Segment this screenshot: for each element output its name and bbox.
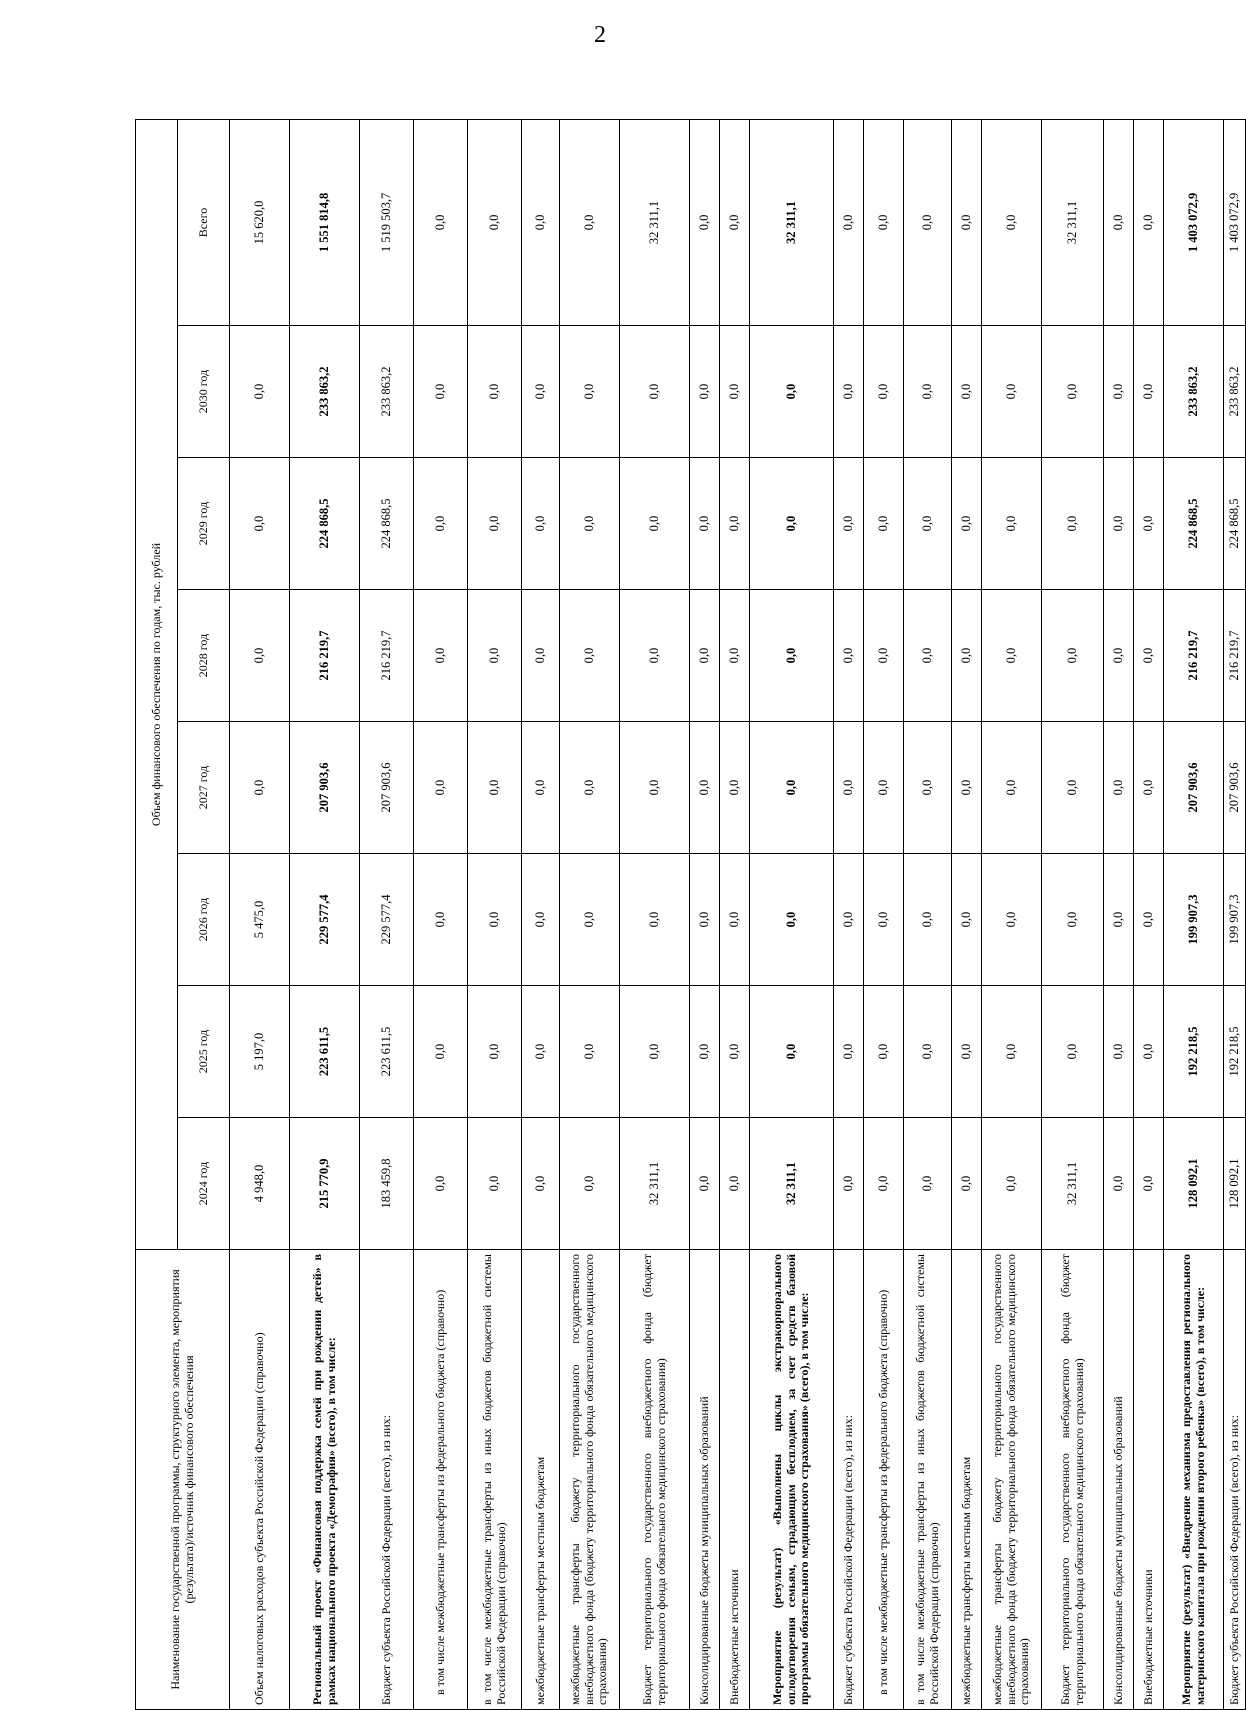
- row-year-value: 5 475,0: [230, 854, 290, 986]
- row-year-value: 215 770,9: [290, 1118, 360, 1250]
- table-row: [1134, 119, 1164, 1709]
- row-year-value: 223 611,5: [290, 986, 360, 1118]
- row-year-value: 0,0: [864, 458, 904, 590]
- row-year-value: 0,0: [952, 326, 982, 458]
- header-year: 2030 год: [178, 326, 230, 458]
- row-label: Бюджет субъекта Российской Федерации (всего), из них:: [360, 1250, 414, 1710]
- row-year-value: 0,0: [414, 326, 468, 458]
- table-row: [1042, 119, 1104, 1709]
- row-label: межбюджетные трансферты местным бюджетам: [952, 1250, 982, 1710]
- row-year-value: 0,0: [864, 854, 904, 986]
- row-year-value: 0,0: [834, 722, 864, 854]
- row-year-value: 4 948,0: [230, 1118, 290, 1250]
- row-year-value: 0,0: [1134, 590, 1164, 722]
- row-label: Объем налоговых расходов субъекта Российской Федерации (справочно): [230, 1250, 290, 1710]
- table-row: [904, 119, 952, 1709]
- funding-table: [135, 119, 1246, 1710]
- row-label: в том числе межбюджетные трансферты из иных бюджетов бюджетной системы Российской Федерации (справочно): [468, 1250, 522, 1710]
- table-row: [690, 119, 720, 1709]
- row-year-value: 0,0: [720, 326, 750, 458]
- table-row: [522, 119, 560, 1709]
- row-year-value: 207 903,6: [1164, 722, 1224, 854]
- row-year-value: 216 219,7: [290, 590, 360, 722]
- row-total-value: 0,0: [720, 119, 750, 325]
- row-year-value: 0,0: [522, 590, 560, 722]
- row-year-value: 223 611,5: [360, 986, 414, 1118]
- row-label: Мероприятие (результат) «Внедрение механизма предоставления регионального материнского капитала при рождении второго ребенка» (всего), в том числе:: [1164, 1250, 1224, 1710]
- row-total-value: 0,0: [904, 119, 952, 325]
- header-total: Всего: [178, 119, 230, 325]
- row-year-value: 0,0: [750, 722, 834, 854]
- row-year-value: 0,0: [982, 458, 1042, 590]
- row-year-value: 192 218,5: [1164, 986, 1224, 1118]
- row-year-value: 0,0: [864, 986, 904, 1118]
- row-total-value: 0,0: [834, 119, 864, 325]
- rotated-table-container: [135, 120, 1242, 1710]
- header-year: 2029 год: [178, 458, 230, 590]
- row-year-value: 0,0: [982, 986, 1042, 1118]
- row-label: Бюджет субъекта Российской Федерации (всего), из них:: [834, 1250, 864, 1710]
- row-year-value: 0,0: [1104, 986, 1134, 1118]
- row-year-value: 0,0: [1134, 854, 1164, 986]
- table-header: [136, 119, 230, 1709]
- row-year-value: 0,0: [1104, 1118, 1134, 1250]
- row-year-value: 0,0: [904, 986, 952, 1118]
- row-year-value: 0,0: [620, 458, 690, 590]
- row-year-value: 0,0: [720, 1118, 750, 1250]
- row-label: в том числе межбюджетные трансферты из федерального бюджета (справочно): [414, 1250, 468, 1710]
- row-year-value: 0,0: [560, 458, 620, 590]
- row-year-value: 0,0: [864, 326, 904, 458]
- row-year-value: 199 907,3: [1164, 854, 1224, 986]
- header-year: 2024 год: [178, 1118, 230, 1250]
- row-year-value: 0,0: [864, 722, 904, 854]
- row-year-value: 0,0: [414, 854, 468, 986]
- row-year-value: 0,0: [522, 458, 560, 590]
- row-year-value: 0,0: [522, 854, 560, 986]
- row-year-value: 0,0: [1134, 722, 1164, 854]
- row-year-value: 0,0: [1042, 722, 1104, 854]
- row-year-value: 0,0: [690, 986, 720, 1118]
- row-year-value: 0,0: [1042, 986, 1104, 1118]
- row-year-value: 0,0: [1104, 458, 1134, 590]
- row-year-value: 0,0: [620, 326, 690, 458]
- row-year-value: 0,0: [982, 326, 1042, 458]
- table-row: [560, 119, 620, 1709]
- row-year-value: 0,0: [620, 590, 690, 722]
- table-row: [414, 119, 468, 1709]
- row-year-value: 0,0: [620, 722, 690, 854]
- row-year-value: 0,0: [414, 458, 468, 590]
- row-year-value: 0,0: [750, 854, 834, 986]
- table-row: [834, 119, 864, 1709]
- row-year-value: 0,0: [750, 458, 834, 590]
- row-total-value: 0,0: [864, 119, 904, 325]
- row-year-value: 0,0: [864, 590, 904, 722]
- row-total-value: 0,0: [468, 119, 522, 325]
- row-year-value: 0,0: [522, 326, 560, 458]
- table-row: [230, 119, 290, 1709]
- row-label: Внебюджетные источники: [720, 1250, 750, 1710]
- row-total-value: 1 519 503,7: [360, 119, 414, 325]
- row-year-value: 216 219,7: [1164, 590, 1224, 722]
- row-year-value: 0,0: [1134, 458, 1164, 590]
- row-total-value: 0,0: [414, 119, 468, 325]
- row-year-value: 0,0: [982, 590, 1042, 722]
- table-row: [720, 119, 750, 1709]
- row-year-value: 216 219,7: [360, 590, 414, 722]
- row-total-value: 0,0: [952, 119, 982, 325]
- row-year-value: 0,0: [1042, 854, 1104, 986]
- row-year-value: 0,0: [982, 722, 1042, 854]
- row-label: Внебюджетные источники: [1134, 1250, 1164, 1710]
- row-year-value: 0,0: [904, 722, 952, 854]
- row-year-value: 0,0: [468, 986, 522, 1118]
- table-row: [468, 119, 522, 1709]
- row-year-value: 183 459,8: [360, 1118, 414, 1250]
- row-year-value: 0,0: [834, 854, 864, 986]
- row-year-value: 0,0: [620, 854, 690, 986]
- row-year-value: 0,0: [982, 854, 1042, 986]
- row-year-value: 0,0: [1104, 722, 1134, 854]
- table-row: [1104, 119, 1134, 1709]
- row-year-value: 0,0: [904, 590, 952, 722]
- row-year-value: 0,0: [904, 1118, 952, 1250]
- row-total-value: 0,0: [522, 119, 560, 325]
- row-year-value: 0,0: [720, 722, 750, 854]
- row-year-value: 0,0: [904, 854, 952, 986]
- row-total-value: 0,0: [560, 119, 620, 325]
- row-year-value: 192 218,5: [1224, 986, 1246, 1118]
- row-year-value: 0,0: [952, 458, 982, 590]
- row-total-value: 0,0: [982, 119, 1042, 325]
- row-year-value: 0,0: [560, 1118, 620, 1250]
- row-year-value: 32 311,1: [620, 1118, 690, 1250]
- row-year-value: 0,0: [522, 986, 560, 1118]
- row-year-value: 0,0: [468, 458, 522, 590]
- row-year-value: 207 903,6: [1224, 722, 1246, 854]
- row-total-value: 32 311,1: [750, 119, 834, 325]
- row-year-value: 0,0: [690, 1118, 720, 1250]
- row-year-value: 0,0: [1134, 326, 1164, 458]
- header-year: 2027 год: [178, 722, 230, 854]
- row-year-value: 0,0: [522, 1118, 560, 1250]
- row-year-value: 0,0: [560, 590, 620, 722]
- row-year-value: 0,0: [468, 1118, 522, 1250]
- row-label: Бюджет территориального государственного внебюджетного фонда (бюджет территориального фонда обязательного медицинского страхования): [620, 1250, 690, 1710]
- row-year-value: 5 197,0: [230, 986, 290, 1118]
- table-row: [620, 119, 690, 1709]
- row-label: в том числе межбюджетные трансферты из федерального бюджета (справочно): [864, 1250, 904, 1710]
- row-year-value: 32 311,1: [1042, 1118, 1104, 1250]
- row-year-value: 32 311,1: [750, 1118, 834, 1250]
- row-year-value: 0,0: [720, 986, 750, 1118]
- row-year-value: 233 863,2: [1164, 326, 1224, 458]
- table-row: [750, 119, 834, 1709]
- row-year-value: 0,0: [468, 326, 522, 458]
- table-row: [1164, 119, 1224, 1709]
- table-row: [982, 119, 1042, 1709]
- row-year-value: 0,0: [1042, 458, 1104, 590]
- row-year-value: 0,0: [952, 854, 982, 986]
- row-year-value: 0,0: [952, 986, 982, 1118]
- row-year-value: 0,0: [560, 854, 620, 986]
- row-year-value: 0,0: [952, 722, 982, 854]
- header-year: 2028 год: [178, 590, 230, 722]
- row-total-value: 15 620,0: [230, 119, 290, 325]
- row-label: Мероприятие (результат) «Выполнены циклы экстракорпорального оплодотворения семьям, страдающим бесплодием, за счет средств базовой программы обязательного медицинского страхования» (всего), в том числе:: [750, 1250, 834, 1710]
- row-label: Консолидированные бюджеты муниципальных образований: [1104, 1250, 1134, 1710]
- row-year-value: 0,0: [230, 458, 290, 590]
- row-year-value: 0,0: [690, 590, 720, 722]
- row-year-value: 0,0: [1104, 590, 1134, 722]
- table-row: [290, 119, 360, 1709]
- row-year-value: 0,0: [1134, 986, 1164, 1118]
- row-year-value: 0,0: [904, 458, 952, 590]
- row-year-value: 0,0: [690, 722, 720, 854]
- row-year-value: 0,0: [230, 326, 290, 458]
- row-total-value: 32 311,1: [1042, 119, 1104, 325]
- header-name-column: Наименование государственной программы, структурного элемента, мероприятия (результата)/источник финансового обеспечения: [136, 1250, 230, 1710]
- table-row: [360, 119, 414, 1709]
- row-total-value: 0,0: [1134, 119, 1164, 325]
- row-year-value: 224 868,5: [1164, 458, 1224, 590]
- row-year-value: 0,0: [414, 590, 468, 722]
- row-year-value: 0,0: [230, 722, 290, 854]
- table-row: [864, 119, 904, 1709]
- row-year-value: 0,0: [620, 986, 690, 1118]
- row-year-value: 0,0: [1042, 590, 1104, 722]
- row-label: Консолидированные бюджеты муниципальных образований: [690, 1250, 720, 1710]
- row-year-value: 233 863,2: [290, 326, 360, 458]
- row-year-value: 128 092,1: [1224, 1118, 1246, 1250]
- row-total-value: 1 403 072,9: [1224, 119, 1246, 325]
- row-year-value: 207 903,6: [290, 722, 360, 854]
- row-year-value: 0,0: [690, 458, 720, 590]
- row-year-value: 0,0: [982, 1118, 1042, 1250]
- table-body: [230, 119, 1246, 1709]
- row-label: межбюджетные трансферты местным бюджетам: [522, 1250, 560, 1710]
- row-year-value: 0,0: [834, 326, 864, 458]
- header-year: 2026 год: [178, 854, 230, 986]
- row-year-value: 224 868,5: [1224, 458, 1246, 590]
- row-year-value: 0,0: [414, 986, 468, 1118]
- row-label: в том числе межбюджетные трансферты из иных бюджетов бюджетной системы Российской Федерации (справочно): [904, 1250, 952, 1710]
- row-year-value: 0,0: [230, 590, 290, 722]
- table-row: [1224, 119, 1246, 1709]
- row-year-value: 0,0: [690, 326, 720, 458]
- row-year-value: 0,0: [750, 326, 834, 458]
- row-year-value: 0,0: [522, 722, 560, 854]
- row-total-value: 1 551 814,8: [290, 119, 360, 325]
- row-year-value: 0,0: [1104, 854, 1134, 986]
- header-funding-group: Объем финансового обеспечения по годам, тыс. рублей: [136, 119, 178, 1249]
- row-total-value: 1 403 072,9: [1164, 119, 1224, 325]
- row-year-value: 0,0: [560, 986, 620, 1118]
- row-year-value: 0,0: [1104, 326, 1134, 458]
- row-year-value: 0,0: [690, 854, 720, 986]
- row-year-value: 0,0: [720, 458, 750, 590]
- row-year-value: 233 863,2: [360, 326, 414, 458]
- table-row: [952, 119, 982, 1709]
- row-year-value: 0,0: [834, 986, 864, 1118]
- row-year-value: 207 903,6: [360, 722, 414, 854]
- header-year: 2025 год: [178, 986, 230, 1118]
- row-label: Региональный проект «Финансовая поддержка семей при рождении детей» в рамках национального проекта «Демография» (всего), в том числе:: [290, 1250, 360, 1710]
- row-total-value: 32 311,1: [620, 119, 690, 325]
- row-year-value: 229 577,4: [290, 854, 360, 986]
- row-year-value: 0,0: [1134, 1118, 1164, 1250]
- row-year-value: 0,0: [720, 590, 750, 722]
- row-label: Бюджет субъекта Российской Федерации (всего), из них:: [1224, 1250, 1246, 1710]
- row-year-value: 0,0: [468, 722, 522, 854]
- row-year-value: 0,0: [952, 590, 982, 722]
- row-year-value: 0,0: [952, 1118, 982, 1250]
- row-year-value: 0,0: [834, 590, 864, 722]
- page-number: 2: [594, 22, 606, 48]
- row-year-value: 0,0: [468, 590, 522, 722]
- row-year-value: 0,0: [468, 854, 522, 986]
- row-year-value: 0,0: [904, 326, 952, 458]
- row-total-value: 0,0: [1104, 119, 1134, 325]
- row-year-value: 0,0: [834, 458, 864, 590]
- row-total-value: 0,0: [690, 119, 720, 325]
- row-year-value: 0,0: [1042, 326, 1104, 458]
- row-year-value: 233 863,2: [1224, 326, 1246, 458]
- row-year-value: 0,0: [834, 1118, 864, 1250]
- row-year-value: 128 092,1: [1164, 1118, 1224, 1250]
- row-year-value: 224 868,5: [360, 458, 414, 590]
- row-year-value: 0,0: [864, 1118, 904, 1250]
- row-year-value: 0,0: [560, 326, 620, 458]
- row-year-value: 0,0: [750, 590, 834, 722]
- row-year-value: 216 219,7: [1224, 590, 1246, 722]
- row-year-value: 229 577,4: [360, 854, 414, 986]
- row-year-value: 0,0: [750, 986, 834, 1118]
- row-label: межбюджетные трансферты бюджету территориального государственного внебюджетного фонда (бюджету территориального фонда обязательного медицинского страхования): [982, 1250, 1042, 1710]
- row-year-value: 224 868,5: [290, 458, 360, 590]
- row-year-value: 0,0: [414, 1118, 468, 1250]
- row-label: Бюджет территориального государственного внебюджетного фонда (бюджет территориального фонда обязательного медицинского страхования): [1042, 1250, 1104, 1710]
- row-label: межбюджетные трансферты бюджету территориального государственного внебюджетного фонда (бюджету территориального фонда обязательного медицинского страхования): [560, 1250, 620, 1710]
- row-year-value: 0,0: [720, 854, 750, 986]
- row-year-value: 199 907,3: [1224, 854, 1246, 986]
- row-year-value: 0,0: [560, 722, 620, 854]
- row-year-value: 0,0: [414, 722, 468, 854]
